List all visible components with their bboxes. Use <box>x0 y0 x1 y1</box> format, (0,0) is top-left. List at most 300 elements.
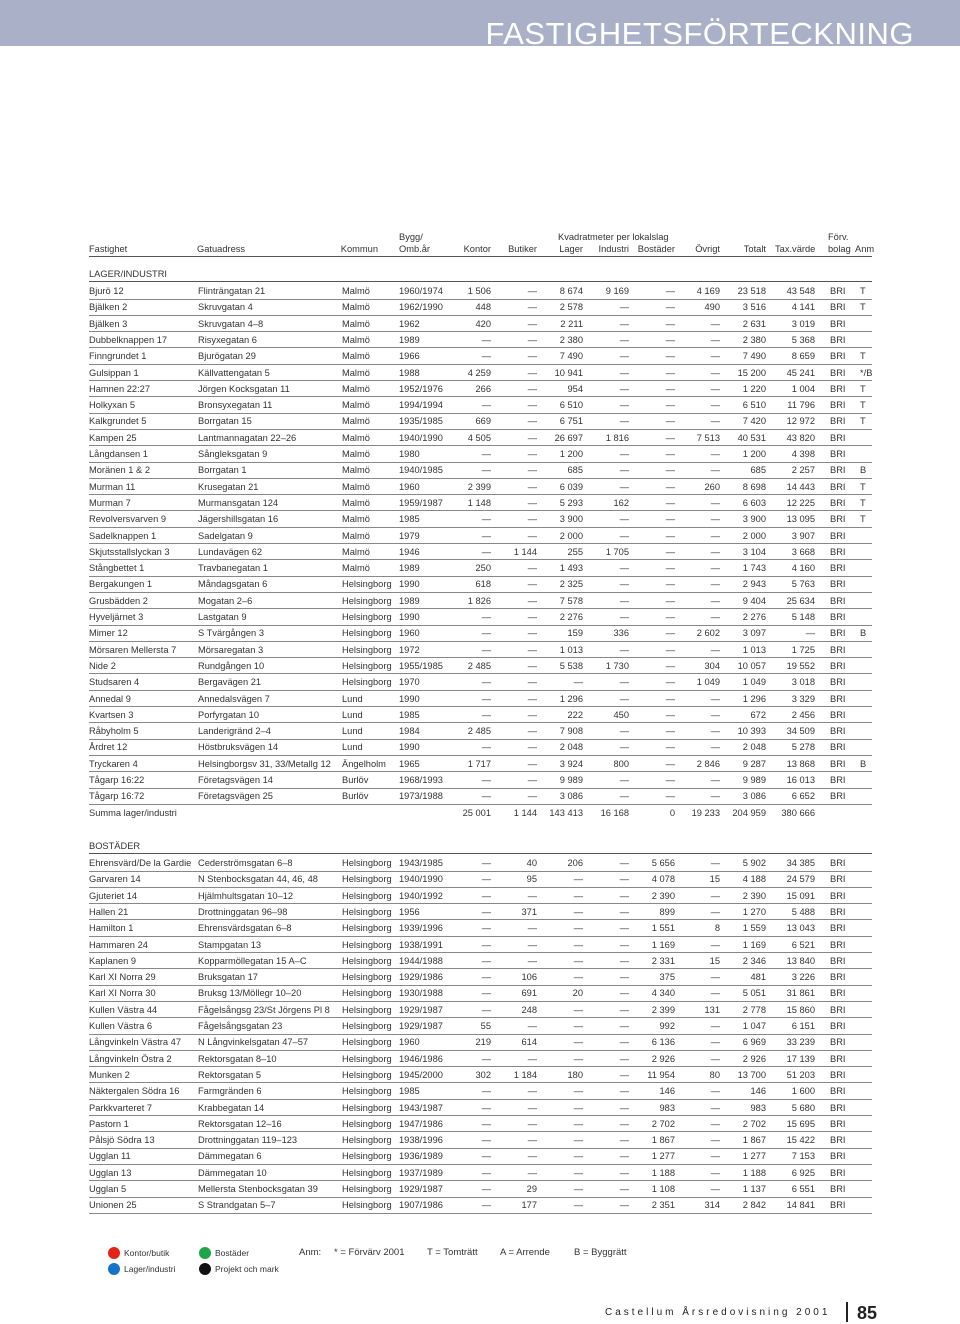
table-cell-gatuadress: Bruksg 13/Möllegr 10–20 <box>198 988 302 999</box>
table-cell-butiker: 40 <box>526 858 537 868</box>
table-cell-kontor: 219 <box>475 1037 491 1048</box>
table-cell-taxvarde: 45 241 <box>786 367 815 378</box>
anm-note: T = Tomträtt <box>427 1247 478 1258</box>
table-cell-butiker: 29 <box>526 1184 537 1194</box>
table-cell-kommun: Helsingborg <box>342 1021 392 1031</box>
row-rule <box>89 413 872 414</box>
projekt-mark-dot-icon <box>199 1263 211 1275</box>
table-cell-lager: 2 211 <box>560 318 583 329</box>
row-rule <box>89 1082 872 1083</box>
table-cell-fastighet: Gjuteriet 14 <box>89 890 138 901</box>
table-cell-kontor: — <box>481 858 491 868</box>
table-cell-fastighet: Kampen 25 <box>89 432 137 443</box>
anm-note: A = Arrende <box>500 1247 550 1258</box>
column-header: bolag <box>828 244 851 254</box>
table-cell-gatuadress: Rundgången 10 <box>198 660 265 671</box>
table-cell-gatuadress: Annedalsvägen 7 <box>198 693 270 704</box>
table-cell-totalt: 2 380 <box>742 334 766 345</box>
table-cell-anm: T <box>860 514 866 525</box>
table-cell-gatuadress: Skruvgatan 4 <box>198 302 253 313</box>
table-cell-bolag: BRI <box>830 579 846 590</box>
row-rule <box>89 527 872 528</box>
table-cell-lager: 1 013 <box>559 644 583 655</box>
table-cell-kontor: — <box>481 709 491 720</box>
table-cell-totalt: 13 700 <box>737 1069 766 1080</box>
table-cell-butiker: — <box>527 318 537 329</box>
table-cell-totalt: 40 531 <box>737 432 766 443</box>
table-cell-industri: — <box>619 465 629 476</box>
table-cell-industri: — <box>619 351 629 362</box>
table-cell-bostader: 1 867 <box>651 1135 675 1146</box>
table-cell-kontor: 2 399 <box>467 481 491 492</box>
bostader-dot-icon <box>199 1247 211 1259</box>
table-cell-kommun: Malmö <box>342 563 370 574</box>
anm-note: B = Byggrätt <box>574 1247 627 1258</box>
table-cell-butiker: — <box>527 481 537 492</box>
table-cell-bolag: BRI <box>830 449 846 459</box>
table-cell-industri: — <box>619 693 629 704</box>
table-cell-gatuadress: Bruksgatan 17 <box>198 972 258 983</box>
table-cell-totalt: 15 200 <box>737 367 766 378</box>
table-cell-totalt: 1 169 <box>742 939 766 950</box>
table-cell-fastighet: Kalkgrundet 5 <box>89 416 147 427</box>
table-cell-bostader: — <box>665 514 675 525</box>
section-title: BOSTÄDER <box>89 841 141 851</box>
table-cell-ombar: 1929/1986 <box>399 972 443 983</box>
table-cell-totalt: 3 086 <box>742 791 766 802</box>
table-cell-bolag: BRI <box>830 563 846 574</box>
table-cell-fastighet: Karl XI Norra 29 <box>89 972 156 983</box>
row-rule <box>89 1001 872 1002</box>
sum-cell: 25 001 <box>462 807 491 818</box>
table-cell-taxvarde: 15 695 <box>786 1118 815 1129</box>
table-cell-gatuadress: Källvattengatan 5 <box>198 367 270 378</box>
table-cell-kontor: 618 <box>475 579 491 590</box>
table-cell-ombar: 1929/1987 <box>399 1184 443 1194</box>
table-cell-bolag: BRI <box>830 955 846 966</box>
table-cell-bostader: 1 277 <box>651 1151 675 1162</box>
table-cell-lager: 2 000 <box>559 530 583 541</box>
row-rule <box>89 543 872 544</box>
table-cell-anm: */B <box>860 367 873 378</box>
table-cell-kommun: Lund <box>342 693 363 704</box>
legend-label: Kontor/butik <box>124 1248 170 1258</box>
table-cell-taxvarde: — <box>805 628 815 639</box>
table-cell-taxvarde: 15 860 <box>786 1004 815 1015</box>
table-cell-taxvarde: 6 551 <box>791 1184 815 1194</box>
table-cell-gatuadress: Krusegatan 21 <box>198 481 259 492</box>
row-rule <box>89 364 872 365</box>
table-cell-kommun: Helsingborg <box>342 1004 392 1015</box>
table-cell-butiker: 614 <box>521 1037 537 1048</box>
table-cell-lager: — <box>573 1021 583 1031</box>
table-cell-kommun: Helsingborg <box>342 1086 392 1097</box>
table-cell-totalt: 1 137 <box>742 1184 766 1194</box>
table-cell-lager: 1 296 <box>559 693 583 704</box>
table-cell-kommun: Helsingborg <box>342 644 392 655</box>
table-cell-ombar: 1965 <box>399 758 420 769</box>
row-rule <box>89 887 872 888</box>
table-cell-ombar: 1994/1994 <box>399 400 443 411</box>
table-cell-kontor: — <box>481 1184 491 1194</box>
table-cell-kontor: — <box>481 890 491 901</box>
table-cell-taxvarde: 51 203 <box>786 1069 815 1080</box>
table-cell-bolag: BRI <box>830 1167 846 1178</box>
table-cell-kommun: Malmö <box>342 302 370 313</box>
row-rule <box>89 1213 872 1214</box>
table-cell-kontor: — <box>481 1053 491 1064</box>
table-cell-ovrigt: — <box>710 972 720 983</box>
table-cell-totalt: 983 <box>750 1102 766 1113</box>
table-cell-fastighet: Kvartsen 3 <box>89 709 134 720</box>
table-cell-bostader: 992 <box>659 1021 675 1031</box>
table-cell-gatuadress: Fågelsångsgatan 23 <box>198 1021 283 1031</box>
row-rule <box>89 462 872 463</box>
table-cell-lager: — <box>573 1135 583 1146</box>
table-cell-ovrigt: — <box>710 612 720 622</box>
table-cell-totalt: 1 296 <box>742 693 766 704</box>
table-cell-ombar: 1985 <box>399 514 420 525</box>
table-cell-ombar: 1945/2000 <box>399 1069 443 1080</box>
table-cell-butiker: — <box>527 1021 537 1031</box>
table-cell-butiker: — <box>527 644 537 655</box>
table-cell-kommun: Malmö <box>342 465 370 476</box>
row-rule <box>89 968 872 969</box>
table-cell-bolag: BRI <box>830 1151 846 1162</box>
row-rule <box>89 1180 872 1181</box>
table-cell-fastighet: Ugglan 13 <box>89 1167 132 1178</box>
table-cell-ovrigt: — <box>710 1151 720 1162</box>
table-cell-gatuadress: Cederströmsgatan 6–8 <box>198 858 293 868</box>
table-cell-kontor: — <box>481 1102 491 1113</box>
table-cell-ombar: 1946/1986 <box>399 1053 443 1064</box>
table-cell-butiker: 106 <box>521 972 537 983</box>
table-cell-ombar: 1938/1996 <box>399 1135 443 1146</box>
table-cell-taxvarde: 11 796 <box>787 400 815 411</box>
table-cell-ombar: 1935/1985 <box>399 416 443 427</box>
table-cell-bolag: BRI <box>830 660 846 671</box>
table-cell-totalt: 1 867 <box>742 1135 766 1146</box>
table-cell-ombar: 1990 <box>399 693 420 704</box>
sum-cell: 1 144 <box>513 807 537 818</box>
table-cell-ombar: 1960/1974 <box>399 286 443 296</box>
table-cell-taxvarde: 1 600 <box>791 1086 815 1097</box>
table-cell-fastighet: Bjälken 2 <box>89 302 128 313</box>
table-cell-taxvarde: 3 019 <box>791 318 815 329</box>
table-cell-lager: — <box>573 906 583 917</box>
table-cell-totalt: 1 047 <box>742 1021 766 1031</box>
table-cell-industri: 1 705 <box>605 546 629 557</box>
table-cell-fastighet: Hyveljärnet 3 <box>89 612 144 622</box>
table-cell-ovrigt: 314 <box>704 1200 720 1211</box>
table-cell-industri: — <box>619 874 629 885</box>
row-rule <box>89 1034 872 1035</box>
table-cell-industri: — <box>619 1021 629 1031</box>
table-cell-kontor: — <box>481 1135 491 1146</box>
anm-note: * = Förvärv 2001 <box>334 1247 405 1258</box>
kontor-butik-dot-icon <box>108 1247 120 1259</box>
table-cell-industri: — <box>619 775 629 785</box>
table-cell-ovrigt: — <box>710 939 720 950</box>
table-cell-industri: — <box>619 400 629 411</box>
table-cell-taxvarde: 13 043 <box>786 923 815 934</box>
table-cell-fastighet: Karl XI Norra 30 <box>89 988 156 999</box>
table-cell-kommun: Helsingborg <box>342 595 392 606</box>
table-cell-fastighet: Murman 11 <box>89 481 136 492</box>
table-cell-lager: 7 578 <box>559 595 583 606</box>
table-cell-gatuadress: Måndagsgatan 6 <box>198 579 268 590</box>
table-cell-butiker: — <box>527 351 537 362</box>
table-cell-ovrigt: — <box>710 906 720 917</box>
table-cell-taxvarde: 6 925 <box>791 1167 815 1178</box>
table-cell-industri: — <box>619 1004 629 1015</box>
table-cell-kommun: Helsingborg <box>342 660 392 671</box>
table-cell-lager: 7 908 <box>559 726 583 737</box>
table-cell-ombar: 1962 <box>399 318 420 329</box>
table-cell-taxvarde: 15 091 <box>786 890 815 901</box>
table-cell-fastighet: Hammaren 24 <box>89 939 148 950</box>
table-cell-ovrigt: 131 <box>704 1004 720 1015</box>
table-cell-kontor: — <box>481 400 491 411</box>
table-cell-lager: 26 697 <box>554 432 583 443</box>
table-cell-totalt: 1 270 <box>742 906 766 917</box>
table-cell-industri: — <box>619 530 629 541</box>
table-cell-bolag: BRI <box>830 709 846 720</box>
table-cell-butiker: — <box>527 416 537 427</box>
table-cell-fastighet: Munken 2 <box>89 1069 130 1080</box>
table-cell-ovrigt: — <box>710 497 720 508</box>
table-cell-kommun: Lund <box>342 742 363 753</box>
table-cell-kommun: Malmö <box>342 449 370 459</box>
table-cell-bostader: 146 <box>659 1086 675 1097</box>
row-rule <box>89 478 872 479</box>
table-cell-ovrigt: — <box>710 579 720 590</box>
table-cell-bostader: 2 390 <box>651 890 675 901</box>
table-cell-bolag: BRI <box>830 1021 846 1031</box>
table-cell-taxvarde: 2 257 <box>791 465 815 476</box>
table-cell-gatuadress: Dämmegatan 10 <box>198 1167 267 1178</box>
table-cell-industri: — <box>619 579 629 590</box>
table-cell-fastighet: Stångbettet 1 <box>89 563 145 574</box>
table-cell-bolag: BRI <box>830 628 846 639</box>
table-cell-gatuadress: Mellersta Stenbocksgatan 39 <box>198 1184 318 1194</box>
row-rule <box>89 1099 872 1100</box>
table-cell-bostader: — <box>665 546 675 557</box>
header-band <box>0 0 960 51</box>
table-cell-bolag: BRI <box>830 367 846 378</box>
row-rule <box>89 1164 872 1165</box>
table-cell-totalt: 1 188 <box>742 1167 766 1178</box>
table-cell-lager: — <box>573 1086 583 1097</box>
table-cell-fastighet: Murman 7 <box>89 497 131 508</box>
table-cell-ombar: 1940/1990 <box>399 432 443 443</box>
table-cell-ombar: 1962/1990 <box>399 302 443 313</box>
column-header: Butiker <box>508 244 537 254</box>
table-cell-fastighet: Långvinkeln Västra 47 <box>89 1037 181 1048</box>
table-cell-industri: 450 <box>613 709 629 720</box>
table-cell-butiker: — <box>527 400 537 411</box>
table-cell-gatuadress: Flinträngatan 21 <box>198 286 266 296</box>
table-cell-kommun: Helsingborg <box>342 1184 392 1194</box>
table-cell-lager: 6 039 <box>559 481 583 492</box>
table-cell-taxvarde: 43 820 <box>786 432 815 443</box>
table-cell-totalt: 1 277 <box>742 1151 766 1162</box>
table-cell-bostader: — <box>665 660 675 671</box>
table-cell-butiker: — <box>527 1086 537 1097</box>
table-cell-gatuadress: Höstbruksvägen 14 <box>198 742 279 753</box>
table-cell-lager: 685 <box>567 465 583 476</box>
table-cell-industri: — <box>619 595 629 606</box>
table-cell-ombar: 1990 <box>399 612 420 622</box>
table-cell-industri: — <box>619 1184 629 1194</box>
section-rule <box>89 281 872 282</box>
table-cell-ovrigt: — <box>710 1102 720 1113</box>
table-cell-gatuadress: Företagsvägen 14 <box>198 775 273 785</box>
table-cell-kontor: 420 <box>475 318 491 329</box>
table-cell-totalt: 9 404 <box>742 595 766 606</box>
table-cell-industri: — <box>619 726 629 737</box>
table-cell-fastighet: Näktergalen Södra 16 <box>89 1086 180 1097</box>
table-cell-kommun: Malmö <box>342 286 370 296</box>
table-cell-kommun: Malmö <box>342 497 370 508</box>
sum-cell: 19 233 <box>691 807 720 818</box>
sum-cell: 143 413 <box>549 807 583 818</box>
table-cell-kontor: — <box>481 1151 491 1162</box>
section-title: LAGER/INDUSTRI <box>89 269 168 279</box>
table-cell-kommun: Helsingborg <box>342 1151 392 1162</box>
table-cell-bostader: 2 351 <box>651 1200 675 1211</box>
table-cell-ovrigt: — <box>710 563 720 574</box>
table-cell-industri: — <box>619 906 629 917</box>
table-cell-gatuadress: Murmansgatan 124 <box>198 497 279 508</box>
table-cell-lager: 20 <box>572 988 583 999</box>
table-cell-kommun: Helsingborg <box>342 1037 392 1048</box>
table-cell-bostader: — <box>665 693 675 704</box>
table-cell-ovrigt: — <box>710 514 720 525</box>
table-cell-lager: — <box>573 1167 583 1178</box>
table-cell-kontor: 1 717 <box>467 758 491 769</box>
table-cell-taxvarde: 5 488 <box>791 906 815 917</box>
table-cell-taxvarde: 5 763 <box>791 579 815 590</box>
table-cell-ovrigt: 2 846 <box>696 758 720 769</box>
table-cell-bostader: — <box>665 318 675 329</box>
row-rule <box>89 396 872 397</box>
table-cell-totalt: 5 902 <box>742 858 766 868</box>
table-cell-gatuadress: Stampgatan 13 <box>198 939 262 950</box>
table-cell-lager: — <box>573 1200 583 1211</box>
table-cell-ombar: 1984 <box>399 726 420 737</box>
table-cell-fastighet: Kullen Västra 44 <box>89 1004 158 1015</box>
table-cell-kontor: — <box>481 791 491 802</box>
table-cell-bolag: BRI <box>830 318 846 329</box>
table-cell-kommun: Helsingborg <box>342 1053 392 1064</box>
column-header: Tax.värde <box>775 244 816 254</box>
table-cell-kontor: 4 259 <box>467 367 491 378</box>
section-rule <box>89 256 872 257</box>
table-cell-kommun: Malmö <box>342 481 370 492</box>
table-cell-ombar: 1985 <box>399 1086 420 1097</box>
table-cell-bolag: BRI <box>830 302 846 313</box>
table-cell-bolag: BRI <box>830 791 846 802</box>
table-cell-kommun: Malmö <box>342 334 370 345</box>
table-cell-totalt: 4 188 <box>742 874 766 885</box>
table-cell-gatuadress: Drottninggatan 119–123 <box>198 1135 298 1146</box>
table-cell-bostader: — <box>665 400 675 411</box>
table-cell-industri: 1 816 <box>605 432 629 443</box>
table-cell-totalt: 685 <box>750 465 766 476</box>
table-cell-industri: — <box>619 858 629 868</box>
table-cell-ovrigt: — <box>710 726 720 737</box>
table-cell-industri: — <box>619 939 629 950</box>
column-header: Bygg/ <box>399 232 423 242</box>
table-cell-totalt: 1 220 <box>742 383 766 394</box>
table-cell-lager: — <box>573 939 583 950</box>
table-cell-fastighet: Ugglan 5 <box>89 1184 127 1194</box>
table-cell-industri: — <box>619 988 629 999</box>
table-cell-taxvarde: 13 095 <box>786 514 815 525</box>
table-cell-industri: 336 <box>613 628 629 639</box>
sum-cell: 16 168 <box>600 807 629 818</box>
table-cell-ovrigt: — <box>710 742 720 753</box>
table-cell-fastighet: Sadelknappen 1 <box>89 530 157 541</box>
table-cell-bolag: BRI <box>830 1086 846 1097</box>
table-cell-bolag: BRI <box>830 465 846 476</box>
table-cell-industri: — <box>619 791 629 802</box>
table-cell-totalt: 1 559 <box>742 923 766 934</box>
column-header: Kontor <box>463 244 491 254</box>
table-cell-ovrigt: 15 <box>709 955 720 966</box>
table-cell-lager: — <box>573 874 583 885</box>
table-cell-bolag: BRI <box>830 939 846 950</box>
table-cell-gatuadress: Rektorsgatan 5 <box>198 1069 262 1080</box>
table-cell-fastighet: Hamnen 22:27 <box>89 383 150 394</box>
table-cell-ovrigt: — <box>710 1167 720 1178</box>
table-cell-kommun: Malmö <box>342 351 370 362</box>
table-cell-kontor: — <box>481 988 491 999</box>
table-cell-ovrigt: 80 <box>709 1069 720 1080</box>
table-cell-totalt: 10 057 <box>737 660 766 671</box>
table-cell-ovrigt: — <box>710 1086 720 1097</box>
table-cell-ombar: 1990 <box>399 742 420 753</box>
table-cell-ombar: 1929/1987 <box>399 1004 443 1015</box>
table-cell-fastighet: Långvinkeln Östra 2 <box>89 1053 172 1064</box>
table-cell-bolag: BRI <box>830 923 846 934</box>
column-header: Övrigt <box>695 244 720 254</box>
table-cell-bolag: BRI <box>830 644 846 655</box>
table-cell-bolag: BRI <box>830 400 846 411</box>
table-cell-taxvarde: 34 385 <box>786 858 815 868</box>
table-cell-lager: 3 086 <box>559 791 583 802</box>
table-cell-kommun: Malmö <box>342 546 370 557</box>
table-cell-butiker: — <box>527 791 537 802</box>
table-cell-totalt: 3 104 <box>742 546 766 557</box>
table-cell-bostader: 1 169 <box>651 939 675 950</box>
table-cell-ovrigt: — <box>710 1021 720 1031</box>
table-cell-bostader: — <box>665 481 675 492</box>
table-cell-bolag: BRI <box>830 432 846 443</box>
table-cell-kommun: Malmö <box>342 514 370 525</box>
table-cell-gatuadress: Fågelsångsg 23/St Jörgens Pl 8 <box>198 1004 330 1015</box>
table-cell-bostader: — <box>665 612 675 622</box>
table-cell-butiker: 691 <box>521 988 537 999</box>
table-cell-industri: — <box>619 334 629 345</box>
table-cell-bostader: — <box>665 334 675 345</box>
table-cell-lager: — <box>573 1184 583 1194</box>
table-cell-butiker: — <box>527 775 537 785</box>
table-cell-industri: — <box>619 1151 629 1162</box>
column-header: Totalt <box>743 244 766 254</box>
table-cell-kontor: 4 505 <box>467 432 491 443</box>
